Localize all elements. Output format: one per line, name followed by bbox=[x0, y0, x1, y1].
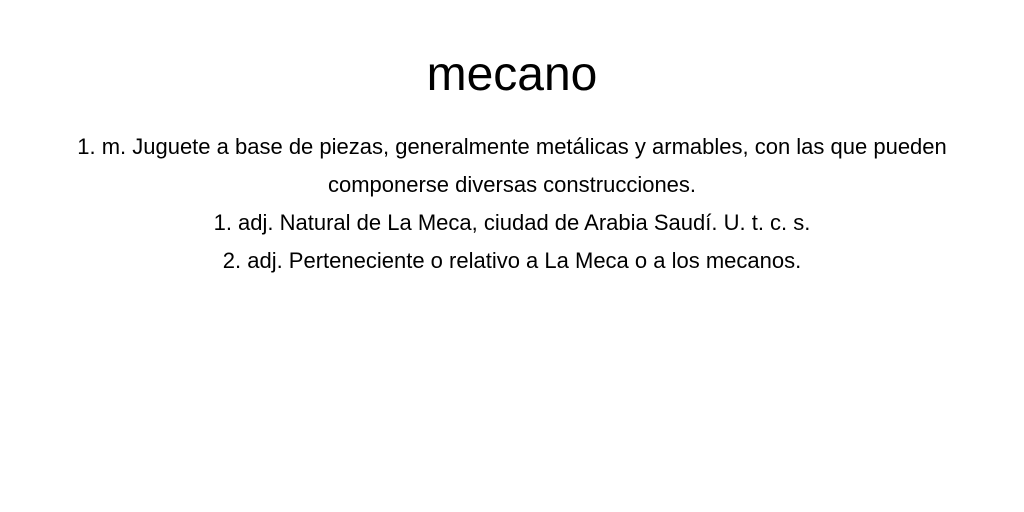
definition-item: 1. m. Juguete a base de piezas, generalmente metálicas y armables, con las que pueden componerse diversas construcciones. bbox=[77, 134, 947, 197]
definition-item: 2. adj. Perteneciente o relativo a La Meca o a los mecanos. bbox=[222, 248, 802, 273]
definitions-list bbox=[42, 128, 982, 280]
headword-title: mecano bbox=[426, 48, 598, 101]
definition-item: 1. adj. Natural de La Meca, ciudad de Arabia Saudí. U. t. c. s. bbox=[213, 210, 811, 235]
